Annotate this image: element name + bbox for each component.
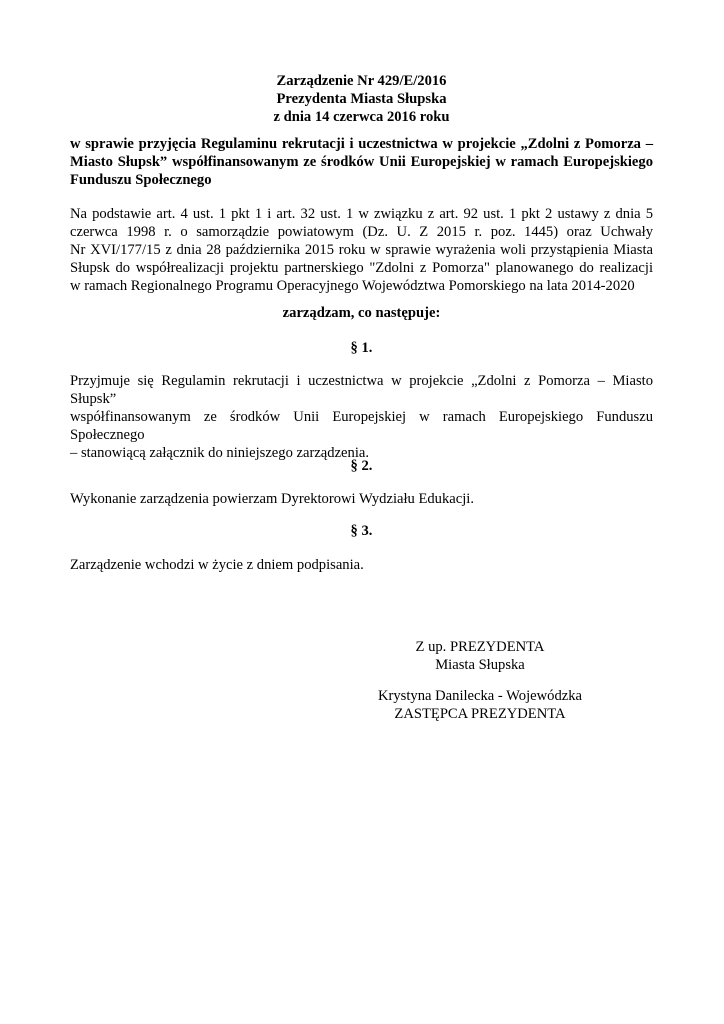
decree-number: Zarządzenie Nr 429/E/2016 <box>276 73 447 89</box>
section-1-line: Przyjmuje się Regulamin rekrutacji i uczestnictwa w projekcie „Zdolni z Pomorza – Miasto Słupsk” <box>70 373 653 407</box>
legal-basis <box>70 205 653 295</box>
decree-heading: zarządzam, co następuje: <box>282 305 441 321</box>
basis-line: Słupsk do współrealizacji projektu partnerskiego "Zdolni z Pomorza" planowanego do realizacji <box>70 260 653 276</box>
subject-line: Miasto Słupsk” współfinansowanym ze środków Unii Europejskiej w ramach Europejskiego <box>70 154 653 170</box>
signature-line: Miasta Słupska <box>435 657 525 673</box>
section-1-line: współfinansowanym ze środków Unii Europejskiej w ramach Europejskiego Funduszu Społecznego <box>70 409 653 443</box>
section-1-line: – stanowiącą załącznik do niniejszego zarządzenia. <box>70 445 370 461</box>
signatory-title: ZASTĘPCA PREZYDENTA <box>394 706 566 722</box>
signature-authority <box>360 638 600 674</box>
document-header <box>70 72 653 126</box>
signature-line: Z up. PREZYDENTA <box>415 639 545 655</box>
basis-line: czerwca 1998 r. o samorządzie powiatowym (Dz. U. Z 2015 r. poz. 1445) oraz Uchwały <box>70 224 653 240</box>
section-1-text <box>70 372 653 462</box>
subject-line: Funduszu Społecznego <box>70 172 212 188</box>
issue-date: z dnia 14 czerwca 2016 roku <box>273 109 450 125</box>
section-1-heading: § 1. <box>350 340 373 356</box>
signatory <box>360 687 600 723</box>
document-subject <box>70 135 653 189</box>
signatory-name: Krystyna Danilecka - Wojewódzka <box>377 688 582 704</box>
basis-line: Nr XVI/177/15 z dnia 28 października 2015 roku w sprawie wyrażenia woli przystąpienia Miasta <box>70 242 653 258</box>
basis-line: w ramach Regionalnego Programu Operacyjnego Województwa Pomorskiego na lata 2014-2020 <box>70 278 635 294</box>
issuer: Prezydenta Miasta Słupska <box>276 91 447 107</box>
section-2-heading: § 2. <box>350 458 373 474</box>
section-2-text: Wykonanie zarządzenia powierzam Dyrektorowi Wydziału Edukacji. <box>70 491 474 507</box>
basis-line: Na podstawie art. 4 ust. 1 pkt 1 i art. 32 ust. 1 w związku z art. 92 ust. 1 pkt 2 ustawy z dnia 5 <box>70 206 653 222</box>
section-3-text: Zarządzenie wchodzi w życie z dniem podpisania. <box>70 557 364 573</box>
section-3-heading: § 3. <box>350 523 373 539</box>
subject-line: w sprawie przyjęcia Regulaminu rekrutacji i uczestnictwa w projekcie „Zdolni z Pomorza – <box>70 136 653 152</box>
